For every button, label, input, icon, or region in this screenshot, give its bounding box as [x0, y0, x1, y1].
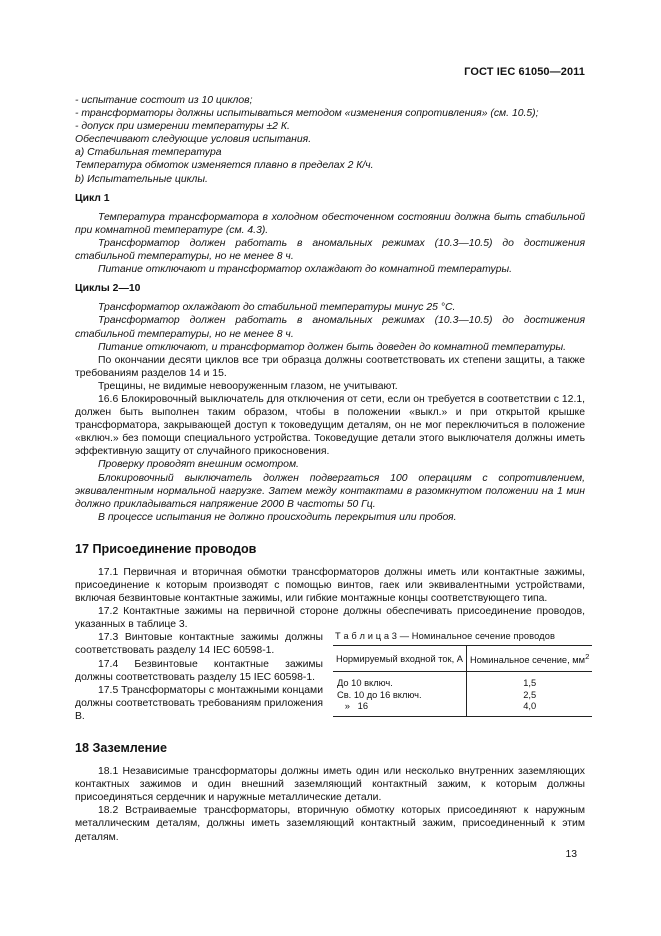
clause-16-6: 16.6 Блокировочный выключатель для отключения от сети, если он требуется в соответствии с 12.1, должен быть выполнен таким образом, чтобы в положении «выкл.» и при открытой крышке трансформатора, закрывающей доступ к токоведущим деталям, он не мог переключиться в положение «включ.» без помощи специального устройства. Токоведущие детали этого выключателя должны иметь эффективную защиту от случайного прикосновения.	[75, 393, 585, 458]
table-3	[333, 645, 592, 717]
breakdown-paragraph: В процессе испытания не должно происходить перекрытия или пробоя.	[98, 511, 457, 523]
cycle2-heading: Циклы 2—10	[75, 283, 141, 295]
table-row	[333, 701, 592, 716]
section-17-title: 17 Присоединение проводов	[75, 541, 257, 556]
clauses-with-table	[75, 631, 590, 723]
column-header-section	[466, 646, 592, 672]
table-3-block	[333, 631, 592, 717]
table-row	[333, 672, 592, 690]
inspection-paragraph: Проверку проводят внешним осмотром.	[98, 459, 299, 471]
clause-17-5: 17.5 Трансформаторы с монтажными концами должны соответствовать требованиям приложения В.	[75, 684, 324, 722]
conditions-line: Температура обмоток изменяется плавно в пределах 2 К/ч.	[75, 160, 374, 172]
conditions-line: a) Стабильная температура	[75, 147, 222, 159]
intro-line: - допуск при измерении температуры ±2 К.	[75, 121, 290, 133]
table-3-caption: Т а б л и ц а 3 — Номинальное сечение проводов	[335, 631, 556, 642]
section-18-title: 18 Заземление	[75, 741, 167, 756]
column-header-section-text: Номинальное сечение, мм	[469, 655, 586, 666]
conditions-line: b) Испытательные циклы.	[75, 173, 208, 185]
cracks-paragraph: Трещины, не видимые невооруженным глазом, не учитывают.	[98, 380, 398, 392]
clause-17-2: 17.2 Контактные зажимы на первичной стороне должны обеспечивать присоединение проводов, указанных в таблице 3.	[75, 606, 585, 631]
cycle1-heading: Цикл 1	[75, 192, 110, 204]
page-content	[75, 94, 590, 844]
cycle2-paragraph: Питание отключают, и трансформатор должен быть доведен до комнатной температуры.	[98, 341, 567, 353]
clause-17-3: 17.3 Винтовые контактные зажимы должны соответствовать разделу 14 IEC 60598-1.	[75, 632, 323, 657]
table-header-row	[333, 646, 592, 672]
cell-current: Св. 10 до 16 включ.	[337, 689, 422, 700]
standard-header: ГОСТ IEC 61050—2011	[464, 66, 585, 78]
clause-18-2: 18.2 Встраиваемые трансформаторы, вторичную обмотку которых присоединяют к наружным металлическим деталям, должны иметь заземляющий контактный зажим, присоединенный к этим деталям.	[75, 805, 585, 843]
clause-18-1: 18.1 Независимые трансформаторы должны иметь один или несколько внутренних заземляющих контактных зажимов и один внешний заземляющий контактный зажим, к которым должны присоединяться сердечник и наружные металлические детали.	[75, 766, 585, 804]
clause-17-4: 17.4 Безвинтовые контактные зажимы должны соответствовать разделу 15 IEC 60598-1.	[75, 658, 323, 683]
column-header-current: Нормируемый входной ток, А	[333, 646, 466, 672]
cell-current: До 10 включ.	[337, 678, 393, 689]
intro-line: - трансформаторы должны испытываться методом «изменения сопротивления» (см. 10.5);	[75, 108, 539, 120]
cycle2-paragraph: Трансформатор должен работать в аномальных режимах (10.3—10.5) до достижения стабильной температуры, но не менее 8 ч.	[75, 315, 585, 340]
cell-section: 4,0	[466, 701, 592, 716]
clauses-17-3-to-17-5	[75, 631, 323, 723]
cycle1-paragraph: Температура трансформатора в холодном обесточенном состоянии должна быть стабильной при комнатной температуре (см. 4.3).	[75, 211, 585, 236]
result-paragraph: По окончании десяти циклов все три образца должны соответствовать их степени защиты, а также требованиям разделов 14 и 15.	[75, 354, 585, 379]
switch-test-paragraph: Блокировочный выключатель должен подвергаться 100 операциям с сопротивлением, эквивалентным нормальной нагрузке. Затем между контактами в разомкнутом положении на 1 мин должно прикладываться напряжение 2000 В частоты 50 Гц.	[75, 472, 585, 510]
intro-line: - испытание состоит из 10 циклов;	[75, 95, 253, 106]
conditions-line: Обеспечивают следующие условия испытания.	[75, 134, 312, 146]
page-number: 13	[565, 849, 577, 860]
cell-section: 1,5	[466, 672, 592, 690]
table-row	[333, 690, 592, 702]
cycle2-paragraph: Трансформатор охлаждают до стабильной температуры минус 25 °С.	[98, 302, 456, 314]
column-header-section-unit-power: 2	[585, 652, 590, 662]
clause-17-1: 17.1 Первичная и вторичная обмотки трансформаторов должны иметь или контактные зажимы, присоединение к которым производят с помощью винтов, гаек или эквивалентными устройствами, включая безвинтовые контактные зажимы, или гибкие монтажные концы соответствующего типа.	[75, 566, 585, 605]
cycle1-paragraph: Трансформатор должен работать в аномальных режимах (10.3—10.5) до достижения стабильной температуры, но не менее 8 ч.	[75, 237, 585, 263]
cell-section: 2,5	[466, 690, 592, 702]
cycle1-paragraph: Питание отключают и трансформатор охлаждают до комнатной температуры.	[98, 264, 513, 276]
cell-current: » 16	[337, 701, 369, 712]
